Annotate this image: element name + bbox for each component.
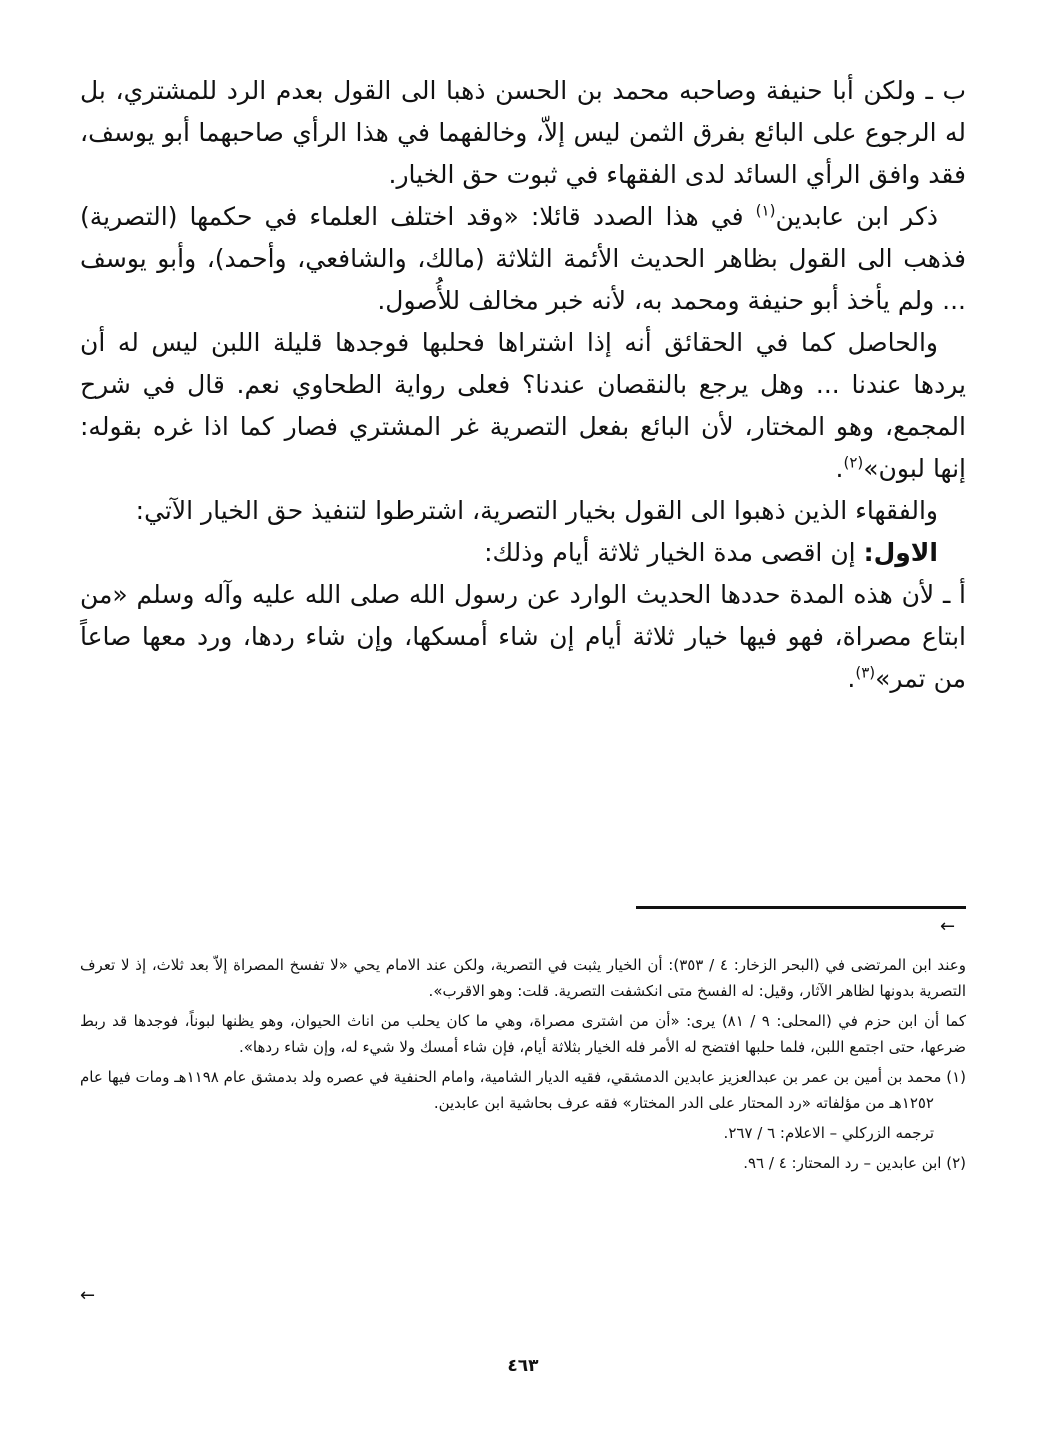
footnote-separator	[636, 906, 966, 909]
page-number: ٤٦٣	[507, 1356, 539, 1376]
paragraph-4: والفقهاء الذين ذهبوا الى القول بخيار التصرية، اشترطوا لتنفيذ حق الخيار الآتي:	[135, 496, 938, 525]
paragraph-6-text: أ ـ لأن هذه المدة حددها الحديث الوارد عن رسول الله صلى الله عليه وآله وسلم «من ابتاع مصراة، فهو فيها خيار ثلاثة أيام إن شاء أمسكها، وإن شاء ردها، ورد معها صاعاً من تمر»	[80, 580, 966, 693]
paragraph-5	[80, 532, 966, 574]
paragraph-2-rest: في هذا الصدد قائلا: «وقد اختلف العلماء في حكمها (التصرية) فذهب الى القول بظاهر الحديث الأئمة الثلاثة (مالك، والشافعي، وأحمد)، وأبو يوسف ... ولم يأخذ أبو حنيفة ومحمد به، لأنه خبر مخالف للأُصول.	[80, 202, 966, 315]
paragraph-2	[80, 196, 966, 322]
paragraph-1: ب ـ ولكن أبا حنيفة وصاحبه محمد بن الحسن ذهبا الى القول بعدم الرد للمشتري، بل له الرجوع على البائع بفرق الثمن ليس إلاّ، وخالفهما في هذا الرأي صاحبهما أبو يوسف، فقد وافق الرأي السائد لدى الفقهاء في ثبوت حق الخيار.	[80, 76, 966, 189]
paragraph-6-end: .	[847, 664, 856, 693]
footnote-2: (٢) ابن عابدين – رد المحتار: ٤ / ٩٦.	[743, 1154, 966, 1172]
footnote-ref-2: (٢)	[843, 453, 864, 472]
paragraph-3-text: والحاصل كما في الحقائق أنه إذا اشتراها فحلبها فوجدها قليلة اللبن ليس له أن يردها عندنا ... وهل يرجع بالنقصان عندنا؟ فعلى رواية الطحاوي نعم. قال في شرح المجمع، وهو المختار، لأن البائع بفعل التصرية غر المشتري فصار كما اذا غره بقوله: إنها لبون»	[80, 328, 966, 483]
footnotes	[80, 952, 966, 1180]
main-text	[80, 70, 966, 700]
condition-heading: الاول:	[863, 538, 938, 567]
footnote-ref-1: (١)	[755, 201, 776, 220]
paragraph-2-start: ذكر ابن عابدين	[775, 202, 938, 231]
footnote-continuation-2: كما أن ابن حزم في (المحلى: ٩ / ٨١) يرى: «أن من اشترى مصراة، وهي ما كان يحلب من اناث الحيوان، وهو يظنها لبوناً، فوجدها قد ربط ضرعها، حتى اجتمع اللبن، فلما حلبها افتضح له الأمر فله الخيار بثلاثة أيام، فإن شاء أمسك ولا شيء له، وإن شاء ردها».	[80, 1012, 966, 1056]
continues-next-arrow-icon: ←	[80, 1285, 96, 1306]
paragraph-3	[80, 322, 966, 490]
continued-arrow-icon: ←	[940, 916, 956, 937]
paragraph-6	[80, 574, 966, 700]
paragraph-3-end: .	[835, 454, 844, 483]
footnote-continuation-1: وعند ابن المرتضى في (البحر الزخار: ٤ / ٣٥٣): أن الخيار يثبت في التصرية، ولكن عند الامام يحي «لا تفسخ المصراة إلاّ بعد ثلاث، إذ لا تعرف التصرية بدونها لظاهر الآثار، وقيل: له الفسخ متى انكشفت التصرية. قلت: وهو الاقرب».	[80, 956, 966, 1000]
paragraph-5-rest: إن اقصى مدة الخيار ثلاثة أيام وذلك:	[484, 538, 864, 567]
footnote-1-extra: ترجمه الزركلي – الاعلام: ٦ / ٢٦٧.	[723, 1124, 934, 1142]
footnote-ref-3: (٣)	[855, 663, 876, 682]
footnote-1: (١) محمد بن أمين بن عمر بن عبدالعزيز عابدين الدمشقي، فقيه الديار الشامية، وامام الحنفية في عصره ولد بدمشق عام ١١٩٨هـ ومات فيها عام ١٢٥٢هـ من مؤلفاته «رد المحتار على الدر المختار» فقه عرف بحاشية ابن عابدين.	[80, 1068, 966, 1112]
